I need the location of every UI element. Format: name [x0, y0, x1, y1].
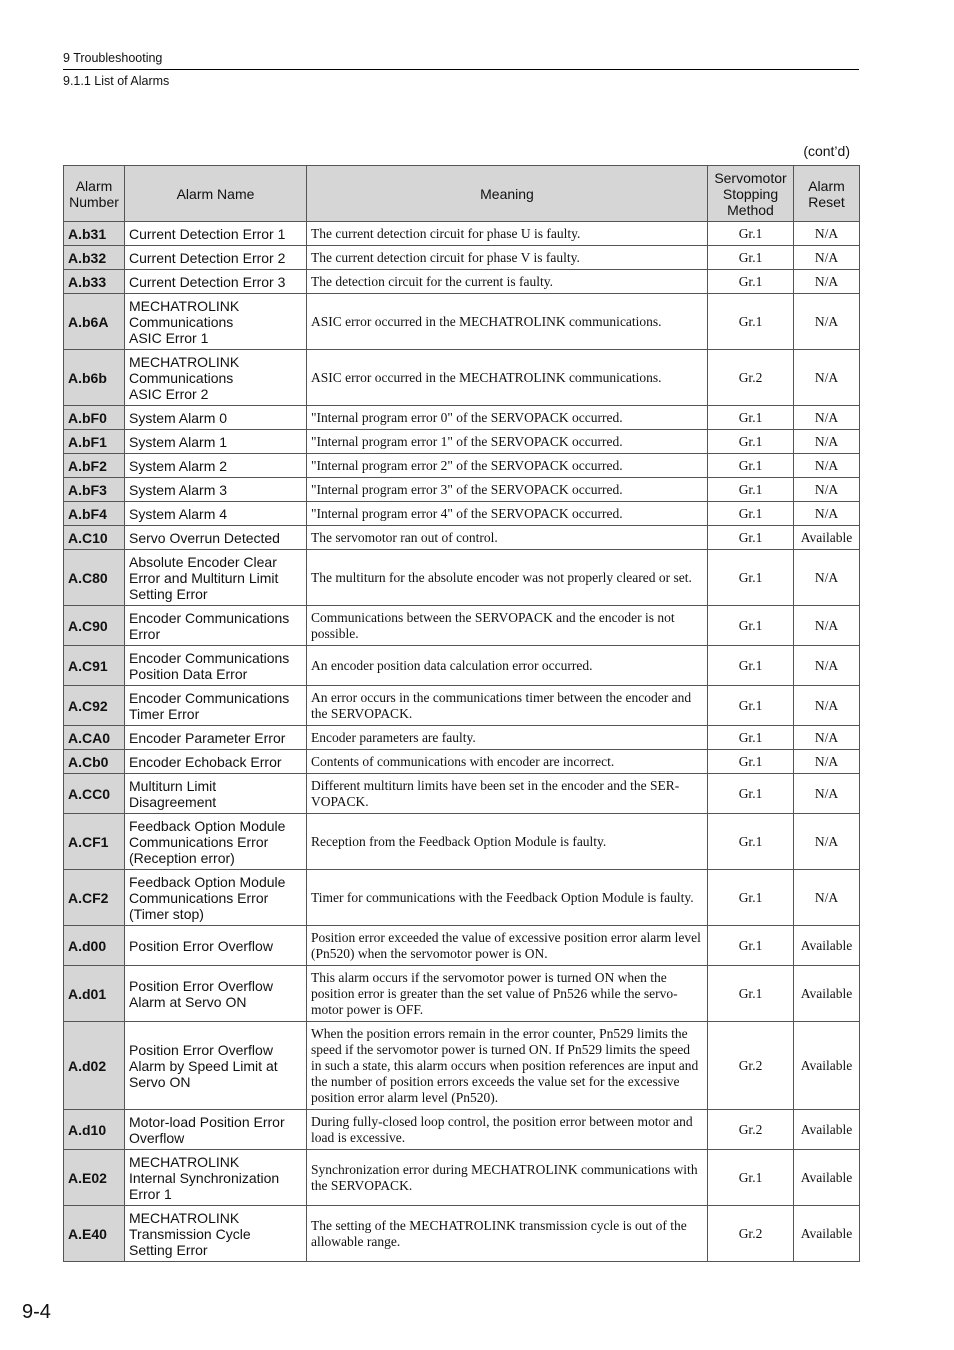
alarm-number-cell: A.E40: [64, 1206, 125, 1262]
alarm-name-cell: System Alarm 0: [125, 406, 307, 430]
alarm-reset-cell: Available: [794, 1150, 860, 1206]
meaning-cell: Communications between the SERVOPACK and the encoder is not possible.: [307, 606, 708, 646]
alarm-number-cell: A.bF3: [64, 478, 125, 502]
table-row: [64, 1022, 860, 1110]
table-row: [64, 926, 860, 966]
table-row: [64, 246, 860, 270]
alarm-number-cell: A.E02: [64, 1150, 125, 1206]
alarm-reset-cell: N/A: [794, 430, 860, 454]
meaning-cell: "Internal program error 4" of the SERVOPACK occurred.: [307, 502, 708, 526]
alarm-reset-cell: N/A: [794, 870, 860, 926]
continued-label: (cont’d): [803, 143, 850, 159]
alarm-number-cell: A.CA0: [64, 726, 125, 750]
meaning-cell: The multiturn for the absolute encoder was not properly cleared or set.: [307, 550, 708, 606]
meaning-cell: "Internal program error 1" of the SERVOPACK occurred.: [307, 430, 708, 454]
stopping-method-cell: Gr.1: [708, 406, 794, 430]
alarm-name-cell: System Alarm 1: [125, 430, 307, 454]
chapter-header: 9 Troubleshooting: [63, 51, 163, 65]
table-row: [64, 726, 860, 750]
stopping-method-cell: Gr.1: [708, 550, 794, 606]
page-number: 9-4: [22, 1301, 51, 1323]
alarm-reset-cell: N/A: [794, 750, 860, 774]
table-row: [64, 294, 860, 350]
table-row: [64, 606, 860, 646]
stopping-method-cell: Gr.1: [708, 750, 794, 774]
stopping-method-cell: Gr.1: [708, 726, 794, 750]
table-row: [64, 1150, 860, 1206]
table-row: [64, 478, 860, 502]
table-row: [64, 406, 860, 430]
alarm-name-cell: Feedback Option Module Communications Error (Reception error): [125, 814, 307, 870]
stopping-method-cell: Gr.1: [708, 430, 794, 454]
table-row: [64, 270, 860, 294]
alarm-reset-cell: N/A: [794, 686, 860, 726]
alarm-name-cell: Encoder Communications Error: [125, 606, 307, 646]
alarm-reset-cell: N/A: [794, 294, 860, 350]
alarm-number-cell: A.bF0: [64, 406, 125, 430]
meaning-cell: "Internal program error 3" of the SERVOPACK occurred.: [307, 478, 708, 502]
alarm-reset-cell: Available: [794, 1110, 860, 1150]
stopping-method-cell: Gr.1: [708, 1150, 794, 1206]
alarm-reset-cell: N/A: [794, 814, 860, 870]
alarm-reset-cell: N/A: [794, 774, 860, 814]
meaning-cell: The servomotor ran out of control.: [307, 526, 708, 550]
alarm-reset-cell: N/A: [794, 550, 860, 606]
alarm-reset-cell: N/A: [794, 222, 860, 246]
alarm-reset-cell: Available: [794, 926, 860, 966]
header-alarm-name: Alarm Name: [125, 166, 307, 222]
stopping-method-cell: Gr.1: [708, 606, 794, 646]
table-header-row: [64, 166, 860, 222]
table-row: [64, 750, 860, 774]
alarm-reset-cell: N/A: [794, 606, 860, 646]
header-alarm-number: Alarm Number: [64, 166, 125, 222]
alarm-name-cell: Multiturn Limit Disagreement: [125, 774, 307, 814]
stopping-method-cell: Gr.1: [708, 246, 794, 270]
header-alarm-reset: Alarm Reset: [794, 166, 860, 222]
meaning-cell: The setting of the MECHATROLINK transmission cycle is out of the allowable range.: [307, 1206, 708, 1262]
meaning-cell: The detection circuit for the current is faulty.: [307, 270, 708, 294]
alarm-name-cell: Feedback Option Module Communications Error (Timer stop): [125, 870, 307, 926]
meaning-cell: Different multiturn limits have been set in the encoder and the SER-VOPACK.: [307, 774, 708, 814]
alarm-number-cell: A.C10: [64, 526, 125, 550]
alarm-name-cell: System Alarm 2: [125, 454, 307, 478]
header-meaning: Meaning: [307, 166, 708, 222]
alarm-number-cell: A.bF2: [64, 454, 125, 478]
alarm-name-cell: MECHATROLINK Communications ASIC Error 2: [125, 350, 307, 406]
meaning-cell: Contents of communications with encoder are incorrect.: [307, 750, 708, 774]
alarm-reset-cell: Available: [794, 526, 860, 550]
alarm-number-cell: A.d02: [64, 1022, 125, 1110]
meaning-cell: Position error exceeded the value of excessive position error alarm level (Pn520) when the servomotor power is ON.: [307, 926, 708, 966]
alarm-reset-cell: N/A: [794, 726, 860, 750]
alarm-name-cell: Encoder Echoback Error: [125, 750, 307, 774]
alarm-number-cell: A.CF2: [64, 870, 125, 926]
alarm-table-body: [64, 222, 860, 1262]
alarm-number-cell: A.C80: [64, 550, 125, 606]
alarm-number-cell: A.C92: [64, 686, 125, 726]
alarm-name-cell: MECHATROLINK Internal Synchronization Error 1: [125, 1150, 307, 1206]
stopping-method-cell: Gr.2: [708, 1110, 794, 1150]
alarm-number-cell: A.b32: [64, 246, 125, 270]
table-row: [64, 222, 860, 246]
meaning-cell: During fully-closed loop control, the position error between motor and load is excessive.: [307, 1110, 708, 1150]
alarm-name-cell: Position Error Overflow Alarm by Speed Limit at Servo ON: [125, 1022, 307, 1110]
alarm-name-cell: Position Error Overflow Alarm at Servo ON: [125, 966, 307, 1022]
section-header: 9.1.1 List of Alarms: [63, 74, 170, 88]
stopping-method-cell: Gr.2: [708, 1206, 794, 1262]
header-stopping-method: Servomotor Stopping Method: [708, 166, 794, 222]
alarm-number-cell: A.C90: [64, 606, 125, 646]
alarm-reset-cell: N/A: [794, 406, 860, 430]
alarm-number-cell: A.CC0: [64, 774, 125, 814]
table-row: [64, 646, 860, 686]
stopping-method-cell: Gr.1: [708, 926, 794, 966]
alarm-name-cell: MECHATROLINK Communications ASIC Error 1: [125, 294, 307, 350]
meaning-cell: Timer for communications with the Feedback Option Module is faulty.: [307, 870, 708, 926]
meaning-cell: Synchronization error during MECHATROLINK communications with the SERVOPACK.: [307, 1150, 708, 1206]
meaning-cell: The current detection circuit for phase U is faulty.: [307, 222, 708, 246]
alarm-number-cell: A.b6A: [64, 294, 125, 350]
alarm-name-cell: System Alarm 3: [125, 478, 307, 502]
stopping-method-cell: Gr.1: [708, 478, 794, 502]
table-row: [64, 686, 860, 726]
alarm-name-cell: Encoder Communications Position Data Error: [125, 646, 307, 686]
alarm-number-cell: A.d00: [64, 926, 125, 966]
meaning-cell: This alarm occurs if the servomotor power is turned ON when the position error is greater than the set value of Pn526 while the servo-motor power is OFF.: [307, 966, 708, 1022]
meaning-cell: ASIC error occurred in the MECHATROLINK communications.: [307, 294, 708, 350]
stopping-method-cell: Gr.1: [708, 870, 794, 926]
meaning-cell: The current detection circuit for phase V is faulty.: [307, 246, 708, 270]
alarm-reset-cell: N/A: [794, 478, 860, 502]
alarm-number-cell: A.b6b: [64, 350, 125, 406]
alarm-name-cell: Absolute Encoder Clear Error and Multiturn Limit Setting Error: [125, 550, 307, 606]
table-row: [64, 454, 860, 478]
meaning-cell: Reception from the Feedback Option Module is faulty.: [307, 814, 708, 870]
meaning-cell: Encoder parameters are faulty.: [307, 726, 708, 750]
alarm-reset-cell: N/A: [794, 350, 860, 406]
stopping-method-cell: Gr.1: [708, 502, 794, 526]
stopping-method-cell: Gr.1: [708, 646, 794, 686]
table-row: [64, 550, 860, 606]
table-row: [64, 774, 860, 814]
alarm-number-cell: A.b31: [64, 222, 125, 246]
meaning-cell: ASIC error occurred in the MECHATROLINK communications.: [307, 350, 708, 406]
stopping-method-cell: Gr.1: [708, 686, 794, 726]
table-row: [64, 870, 860, 926]
alarm-name-cell: System Alarm 4: [125, 502, 307, 526]
stopping-method-cell: Gr.2: [708, 1022, 794, 1110]
alarm-reset-cell: N/A: [794, 270, 860, 294]
alarm-name-cell: Current Detection Error 2: [125, 246, 307, 270]
meaning-cell: "Internal program error 2" of the SERVOPACK occurred.: [307, 454, 708, 478]
meaning-cell: When the position errors remain in the error counter, Pn529 limits the speed if the servomotor power is turned ON. If Pn529 limits the speed in such a state, this alarm occurs when position references are input and the number of position errors exceeds the value set for the excessive position error alarm level (Pn520).: [307, 1022, 708, 1110]
alarm-number-cell: A.d01: [64, 966, 125, 1022]
alarm-name-cell: Encoder Communications Timer Error: [125, 686, 307, 726]
table-row: [64, 502, 860, 526]
stopping-method-cell: Gr.2: [708, 350, 794, 406]
alarm-reset-cell: N/A: [794, 246, 860, 270]
table-row: [64, 430, 860, 454]
alarm-number-cell: A.CF1: [64, 814, 125, 870]
alarm-number-cell: A.bF4: [64, 502, 125, 526]
table-row: [64, 1206, 860, 1262]
alarm-number-cell: A.b33: [64, 270, 125, 294]
alarm-name-cell: Position Error Overflow: [125, 926, 307, 966]
alarm-table: [63, 165, 860, 1262]
stopping-method-cell: Gr.1: [708, 294, 794, 350]
meaning-cell: An error occurs in the communications timer between the encoder and the SERVOPACK.: [307, 686, 708, 726]
alarm-number-cell: A.d10: [64, 1110, 125, 1150]
alarm-reset-cell: Available: [794, 1022, 860, 1110]
stopping-method-cell: Gr.1: [708, 270, 794, 294]
stopping-method-cell: Gr.1: [708, 454, 794, 478]
alarm-reset-cell: N/A: [794, 454, 860, 478]
alarm-name-cell: Encoder Parameter Error: [125, 726, 307, 750]
table-row: [64, 1110, 860, 1150]
stopping-method-cell: Gr.1: [708, 774, 794, 814]
stopping-method-cell: Gr.1: [708, 526, 794, 550]
meaning-cell: An encoder position data calculation error occurred.: [307, 646, 708, 686]
stopping-method-cell: Gr.1: [708, 814, 794, 870]
alarm-number-cell: A.C91: [64, 646, 125, 686]
table-row: [64, 350, 860, 406]
alarm-name-cell: Servo Overrun Detected: [125, 526, 307, 550]
table-row: [64, 526, 860, 550]
alarm-name-cell: MECHATROLINK Transmission Cycle Setting Error: [125, 1206, 307, 1262]
meaning-cell: "Internal program error 0" of the SERVOPACK occurred.: [307, 406, 708, 430]
stopping-method-cell: Gr.1: [708, 222, 794, 246]
table-row: [64, 814, 860, 870]
header-rule: [63, 69, 859, 70]
alarm-name-cell: Current Detection Error 1: [125, 222, 307, 246]
alarm-name-cell: Current Detection Error 3: [125, 270, 307, 294]
table-row: [64, 966, 860, 1022]
alarm-reset-cell: N/A: [794, 502, 860, 526]
alarm-number-cell: A.bF1: [64, 430, 125, 454]
alarm-number-cell: A.Cb0: [64, 750, 125, 774]
alarm-name-cell: Motor-load Position Error Overflow: [125, 1110, 307, 1150]
alarm-reset-cell: N/A: [794, 646, 860, 686]
stopping-method-cell: Gr.1: [708, 966, 794, 1022]
alarm-reset-cell: Available: [794, 966, 860, 1022]
alarm-reset-cell: Available: [794, 1206, 860, 1262]
